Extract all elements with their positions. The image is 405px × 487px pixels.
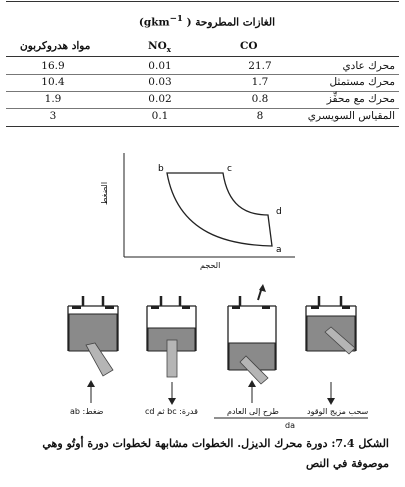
row-nox: 0.01 [148,60,172,72]
cycle-curve [167,173,272,246]
row-co: 1.7 [251,76,269,88]
row-nox: 0.02 [148,93,172,105]
row-hc: 1.9 [44,93,62,105]
row-name: المقياس السويسري [307,110,395,122]
point-c: c [227,164,232,174]
piston-compression [68,296,118,376]
point-d: d [276,207,282,217]
col-header-co: CO [240,40,258,52]
pv-diagram [124,153,295,257]
row-name: محرك عادي [342,60,395,72]
row-hc: 16.9 [41,60,65,72]
x-axis-label: الحجم [200,261,221,270]
row-name: محرك مستمثل [329,76,395,88]
point-b: b [158,164,164,174]
row-hc: 3 [49,110,57,122]
row-co: 8 [256,110,264,122]
piston-intake [306,296,356,354]
table-title: الغازات المطروحة ( gkm$^{-1}$) [138,14,275,29]
row-co: 0.8 [251,93,269,105]
stroke-label-intake: سحب مزيج الوقود [307,407,369,416]
y-axis-label: الضغط [100,181,109,205]
stroke-label-exhaust: طرح إلى العادم [227,407,279,416]
piston-exhaust [228,284,276,384]
stroke-label-da: da [285,421,295,430]
piston-power [147,296,196,377]
row-nox: 0.1 [151,110,169,122]
stroke-label-compression: ضغط: ab [70,407,104,416]
row-hc: 10.4 [41,76,65,88]
row-name: محرك مع محفِّز [326,93,395,105]
figure-caption: الشكل 7.4: دورة محرك الديزل. الخطوات مشابهة لخطوات دورة أوتُو وهي موصوفة في النص [42,437,389,470]
col-header-nox: $NO_x$ [148,40,171,55]
col-header-hc: مواد هدروكربون [20,40,91,52]
point-a: a [276,245,282,255]
row-nox: 0.03 [148,76,172,88]
stroke-label-power: قدرة: bc ثم cd [145,407,198,416]
row-co: 21.7 [248,60,272,72]
